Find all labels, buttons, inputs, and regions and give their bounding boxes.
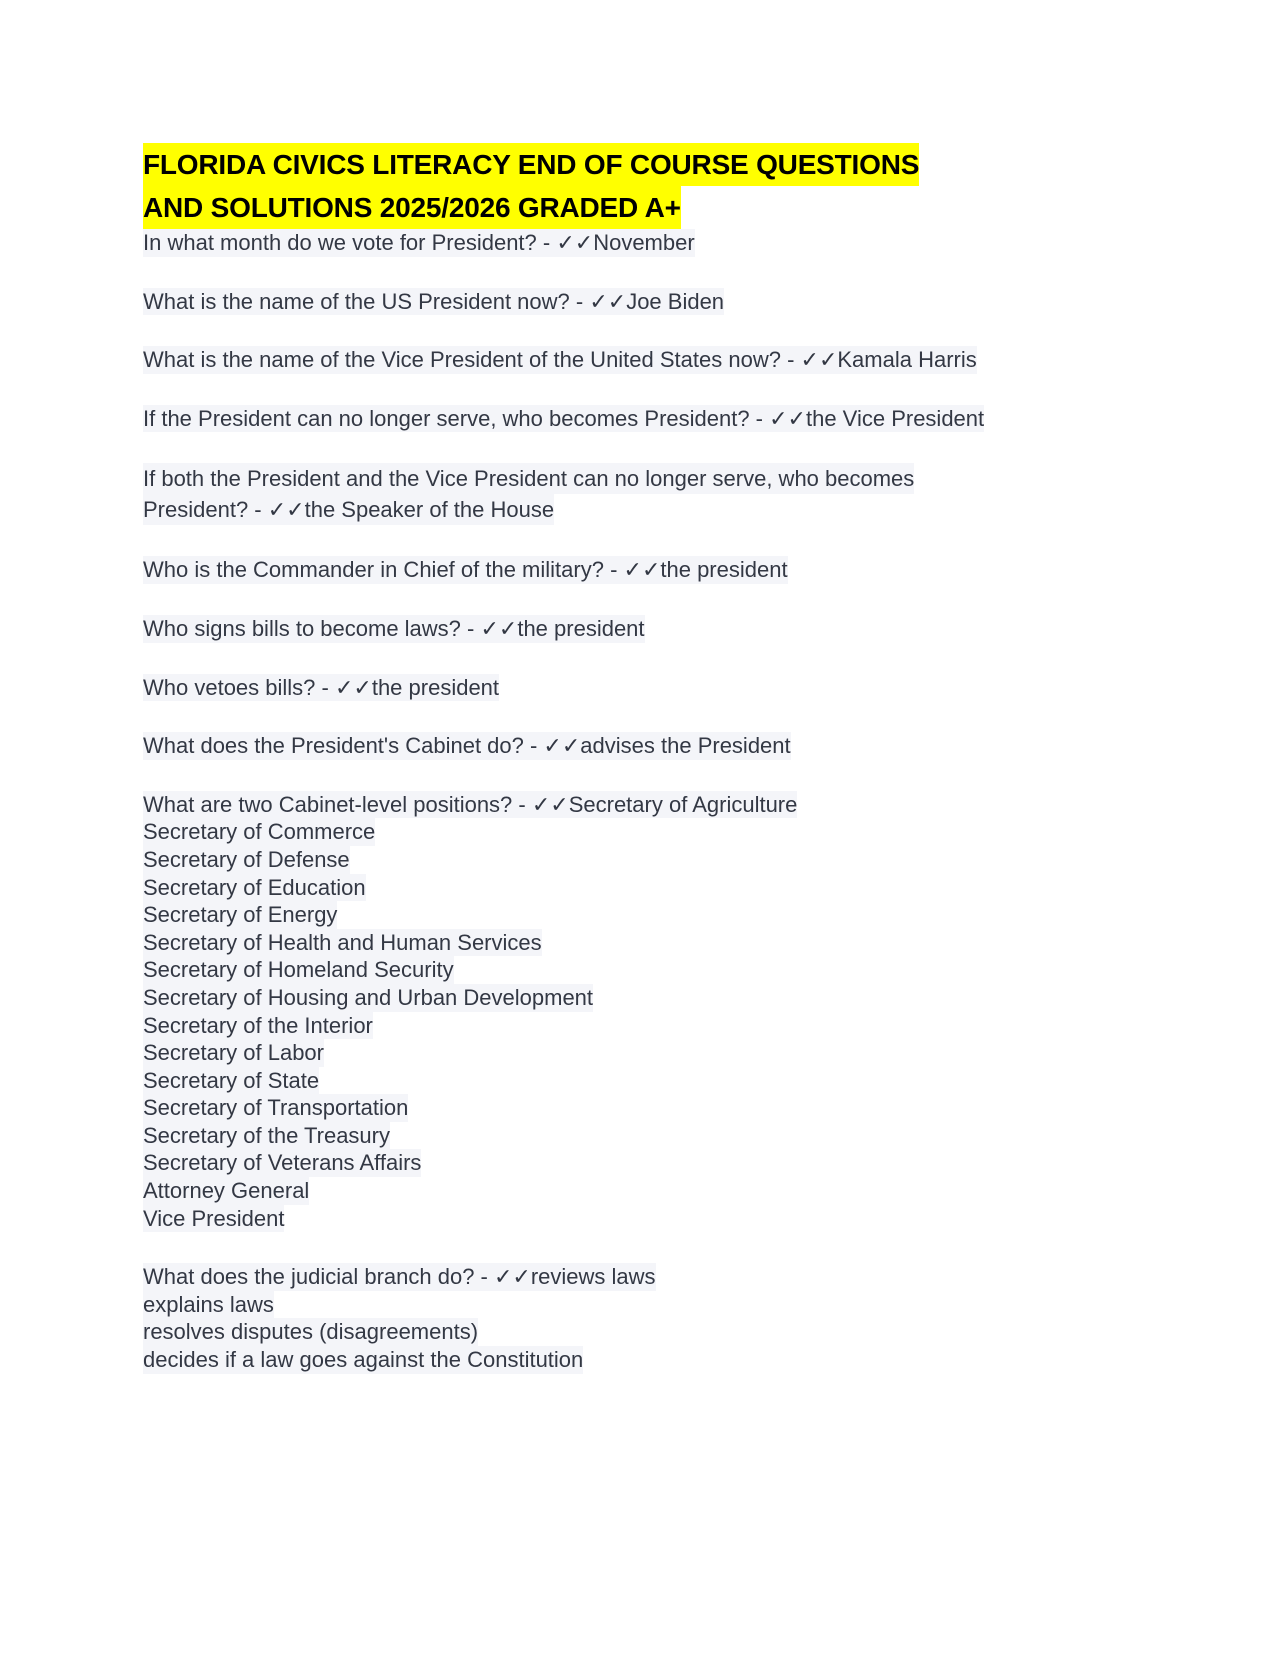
question-line: What does the President's Cabinet do? - ✓✓advises the President <box>143 733 791 759</box>
answer-line: Secretary of Commerce <box>143 819 376 845</box>
title-line: FLORIDA CIVICS LITERACY END OF COURSE QUESTIONS <box>143 143 919 186</box>
qa-item <box>143 732 1143 760</box>
answer-line: Secretary of the Treasury <box>143 1122 390 1148</box>
question-line: In what month do we vote for President? - ✓✓November <box>143 230 695 255</box>
answer-line: Vice President <box>143 1205 285 1231</box>
answer-line: Secretary of Education <box>143 874 366 900</box>
answer-line: Secretary of Homeland Security <box>143 957 454 983</box>
document-title <box>143 143 1143 229</box>
document-page <box>143 143 1143 1405</box>
answer-line: Secretary of Housing and Urban Development <box>143 984 594 1010</box>
qa-item <box>143 791 1143 1233</box>
answer-line: resolves disputes (disagreements) <box>143 1319 479 1345</box>
title-line: AND SOLUTIONS 2025/2026 GRADED A+ <box>143 186 681 229</box>
answer-line: Secretary of the Interior <box>143 1012 373 1038</box>
answer-line: Attorney General <box>143 1178 310 1204</box>
qa-item <box>143 674 1143 702</box>
qa-item <box>143 229 1143 257</box>
answer-line: Secretary of Veterans Affairs <box>143 1150 422 1176</box>
qa-list <box>143 229 1143 1374</box>
question-line: What is the name of the Vice President of the United States now? - ✓✓Kamala Harris <box>143 347 977 373</box>
answer-line: Secretary of Labor <box>143 1040 324 1066</box>
qa-item <box>143 405 1143 433</box>
qa-item <box>143 556 1143 584</box>
answer-line: Secretary of Health and Human Services <box>143 929 542 955</box>
qa-item <box>143 1263 1143 1373</box>
answer-line: President? - ✓✓the Speaker of the House <box>143 494 554 525</box>
qa-item <box>143 346 1143 374</box>
qa-item <box>143 463 1143 525</box>
question-line: Who signs bills to become laws? - ✓✓the president <box>143 615 645 641</box>
answer-line: decides if a law goes against the Constitution <box>143 1347 584 1373</box>
question-line: What is the name of the US President now? - ✓✓Joe Biden <box>143 288 725 314</box>
question-line: What does the judicial branch do? - ✓✓reviews laws <box>143 1264 656 1290</box>
answer-line: Secretary of Transportation <box>143 1095 409 1121</box>
question-line: If the President can no longer serve, who becomes President? - ✓✓the Vice President <box>143 405 985 431</box>
answer-line: explains laws <box>143 1291 274 1317</box>
question-line: Who vetoes bills? - ✓✓the president <box>143 674 500 700</box>
qa-item <box>143 615 1143 643</box>
question-line: Who is the Commander in Chief of the military? - ✓✓the president <box>143 557 788 583</box>
answer-line: Secretary of Defense <box>143 846 350 872</box>
qa-item <box>143 288 1143 316</box>
question-line: What are two Cabinet-level positions? - ✓✓Secretary of Agriculture <box>143 791 798 817</box>
answer-line: Secretary of State <box>143 1067 320 1093</box>
answer-line: Secretary of Energy <box>143 902 338 928</box>
question-line: If both the President and the Vice President can no longer serve, who becomes <box>143 463 914 494</box>
